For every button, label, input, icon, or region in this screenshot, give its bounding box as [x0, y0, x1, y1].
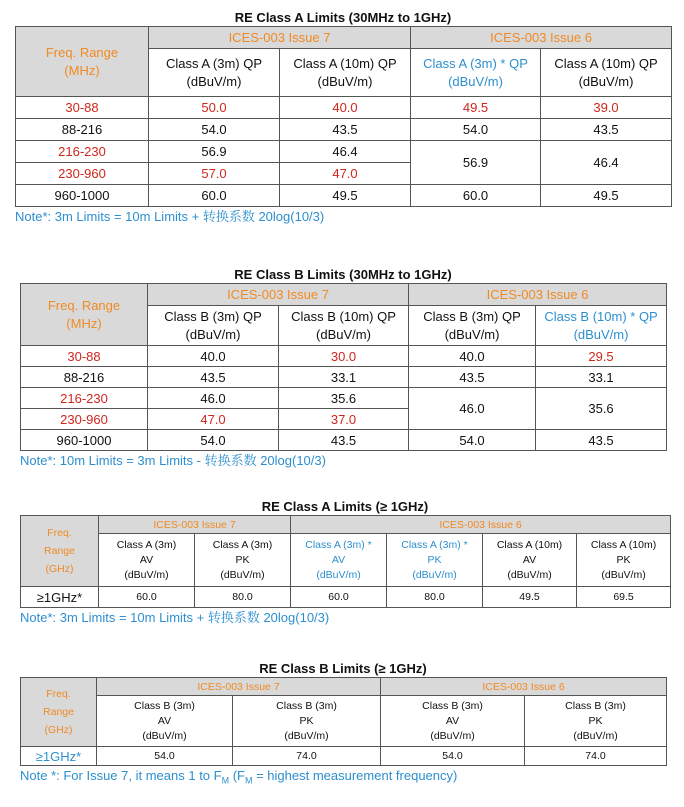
- freq-cell: 230-960: [16, 163, 149, 185]
- freq-cell: 960-1000: [21, 430, 148, 451]
- value-cell: 60.0: [149, 185, 280, 207]
- table3: [20, 515, 671, 608]
- table-row: [16, 97, 672, 119]
- col-header: Class A (3m) * AV (dBuV/m): [291, 534, 387, 587]
- table-row: [21, 388, 667, 409]
- table3-section: [20, 499, 670, 626]
- issue6-header: ICES-003 Issue 6: [409, 284, 667, 306]
- freq-cell: 230-960: [21, 409, 148, 430]
- value-cell: 49.5: [541, 185, 672, 207]
- table4-note: Note *: For Issue 7, it means 1 to $F_M$ ($F_M$ = highest measurement frequency): [20, 768, 458, 786]
- freq-range-header: Freq. Range (GHz): [21, 678, 97, 747]
- value-cell: 60.0: [411, 185, 541, 207]
- issue7-header: ICES-003 Issue 7: [148, 284, 409, 306]
- issue6-header: ICES-003 Issue 6: [291, 516, 671, 534]
- value-cell: 49.5: [411, 97, 541, 119]
- value-cell: 54.0: [149, 119, 280, 141]
- value-cell: 50.0: [149, 97, 280, 119]
- col-header: Class A (10m) QP (dBuV/m): [280, 49, 411, 97]
- value-cell: 47.0: [280, 163, 411, 185]
- freq-cell: 88-216: [21, 367, 148, 388]
- table-row: [16, 119, 672, 141]
- table2-section: [20, 267, 666, 469]
- value-cell: 80.0: [387, 587, 483, 608]
- issue6-header: ICES-003 Issue 6: [411, 27, 672, 49]
- value-cell: 43.5: [541, 119, 672, 141]
- value-cell: 54.0: [411, 119, 541, 141]
- issue6-header: ICES-003 Issue 6: [381, 678, 667, 696]
- col-header: Class B (3m) QP (dBuV/m): [148, 306, 279, 346]
- value-cell: 46.4: [541, 141, 672, 185]
- col-header: Class A (3m) AV (dBuV/m): [99, 534, 195, 587]
- value-cell: 40.0: [148, 346, 279, 367]
- table-row: [16, 185, 672, 207]
- table1-section: [15, 10, 671, 225]
- value-cell: 54.0: [381, 747, 525, 766]
- value-cell: 80.0: [195, 587, 291, 608]
- col-header: Class B (3m) AV (dBuV/m): [97, 696, 233, 747]
- value-cell: 43.5: [148, 367, 279, 388]
- table2-note: Note*: 10m Limits = 3m Limits - 转换系数 20log(10/3): [20, 453, 326, 468]
- value-cell: 60.0: [291, 587, 387, 608]
- table1-title: RE Class A Limits (30MHz to 1GHz): [234, 10, 452, 25]
- freq-cell: 30-88: [21, 346, 148, 367]
- value-cell: 46.0: [409, 388, 536, 430]
- issue7-header: ICES-003 Issue 7: [99, 516, 291, 534]
- table4: [20, 677, 667, 766]
- issue7-header: ICES-003 Issue 7: [149, 27, 411, 49]
- col-header: Class A (3m) * PK (dBuV/m): [387, 534, 483, 587]
- value-cell: 74.0: [525, 747, 667, 766]
- col-header: Class B (10m) * QP (dBuV/m): [536, 306, 667, 346]
- value-cell: 29.5: [536, 346, 667, 367]
- table3-title: RE Class A Limits (≥ 1GHz): [261, 499, 429, 514]
- value-cell: 49.5: [483, 587, 577, 608]
- value-cell: 60.0: [99, 587, 195, 608]
- value-cell: 33.1: [536, 367, 667, 388]
- value-cell: 39.0: [541, 97, 672, 119]
- table1: [15, 26, 672, 207]
- table2: [20, 283, 667, 451]
- value-cell: 33.1: [279, 367, 409, 388]
- freq-cell: 216-230: [16, 141, 149, 163]
- col-header: Class B (3m) PK (dBuV/m): [233, 696, 381, 747]
- table1-note: Note*: 3m Limits = 10m Limits + 转换系数 20log(10/3): [15, 209, 325, 224]
- value-cell: 74.0: [233, 747, 381, 766]
- col-header: Class B (3m) AV (dBuV/m): [381, 696, 525, 747]
- col-header: Class B (10m) QP (dBuV/m): [279, 306, 409, 346]
- table-row: [21, 587, 671, 608]
- table-row: [21, 367, 667, 388]
- value-cell: 56.9: [149, 141, 280, 163]
- table4-section: [20, 661, 666, 789]
- col-header: Class A (10m) PK (dBuV/m): [577, 534, 671, 587]
- value-cell: 46.4: [280, 141, 411, 163]
- col-header: Class B (3m) QP (dBuV/m): [409, 306, 536, 346]
- value-cell: 46.0: [148, 388, 279, 409]
- value-cell: 40.0: [409, 346, 536, 367]
- col-header: Class A (10m) AV (dBuV/m): [483, 534, 577, 587]
- table4-title: RE Class B Limits (≥ 1GHz): [259, 661, 427, 676]
- value-cell: 56.9: [411, 141, 541, 185]
- col-header: Class A (3m) PK (dBuV/m): [195, 534, 291, 587]
- freq-range-header: Freq. Range (MHz): [21, 284, 148, 346]
- value-cell: 30.0: [279, 346, 409, 367]
- col-header: Class A (10m) QP (dBuV/m): [541, 49, 672, 97]
- value-cell: 37.0: [279, 409, 409, 430]
- table-row: [16, 141, 672, 163]
- freq-cell: 88-216: [16, 119, 149, 141]
- table2-title: RE Class B Limits (30MHz to 1GHz): [234, 267, 452, 282]
- value-cell: 43.5: [279, 430, 409, 451]
- issue7-header: ICES-003 Issue 7: [97, 678, 381, 696]
- col-header: Class B (3m) PK (dBuV/m): [525, 696, 667, 747]
- table-row: [21, 346, 667, 367]
- table-row: [21, 430, 667, 451]
- value-cell: 54.0: [97, 747, 233, 766]
- freq-cell: 216-230: [21, 388, 148, 409]
- freq-range-header: Freq. Range (MHz): [16, 27, 149, 97]
- col-header: Class A (3m) QP (dBuV/m): [149, 49, 280, 97]
- freq-range-header: Freq. Range (GHz): [21, 516, 99, 587]
- freq-cell: 30-88: [16, 97, 149, 119]
- value-cell: 43.5: [280, 119, 411, 141]
- value-cell: 43.5: [409, 367, 536, 388]
- value-cell: 40.0: [280, 97, 411, 119]
- value-cell: 57.0: [149, 163, 280, 185]
- value-cell: 35.6: [536, 388, 667, 430]
- value-cell: 43.5: [536, 430, 667, 451]
- freq-cell: ≥1GHz*: [21, 747, 97, 766]
- table-row: [21, 747, 667, 766]
- value-cell: 47.0: [148, 409, 279, 430]
- value-cell: 35.6: [279, 388, 409, 409]
- freq-cell: ≥1GHz*: [21, 587, 99, 608]
- value-cell: 49.5: [280, 185, 411, 207]
- freq-cell: 960-1000: [16, 185, 149, 207]
- value-cell: 54.0: [148, 430, 279, 451]
- value-cell: 69.5: [577, 587, 671, 608]
- value-cell: 54.0: [409, 430, 536, 451]
- table3-note: Note*: 3m Limits = 10m Limits + 转换系数 20log(10/3): [20, 610, 330, 625]
- col-header: Class A (3m) * QP (dBuV/m): [411, 49, 541, 97]
